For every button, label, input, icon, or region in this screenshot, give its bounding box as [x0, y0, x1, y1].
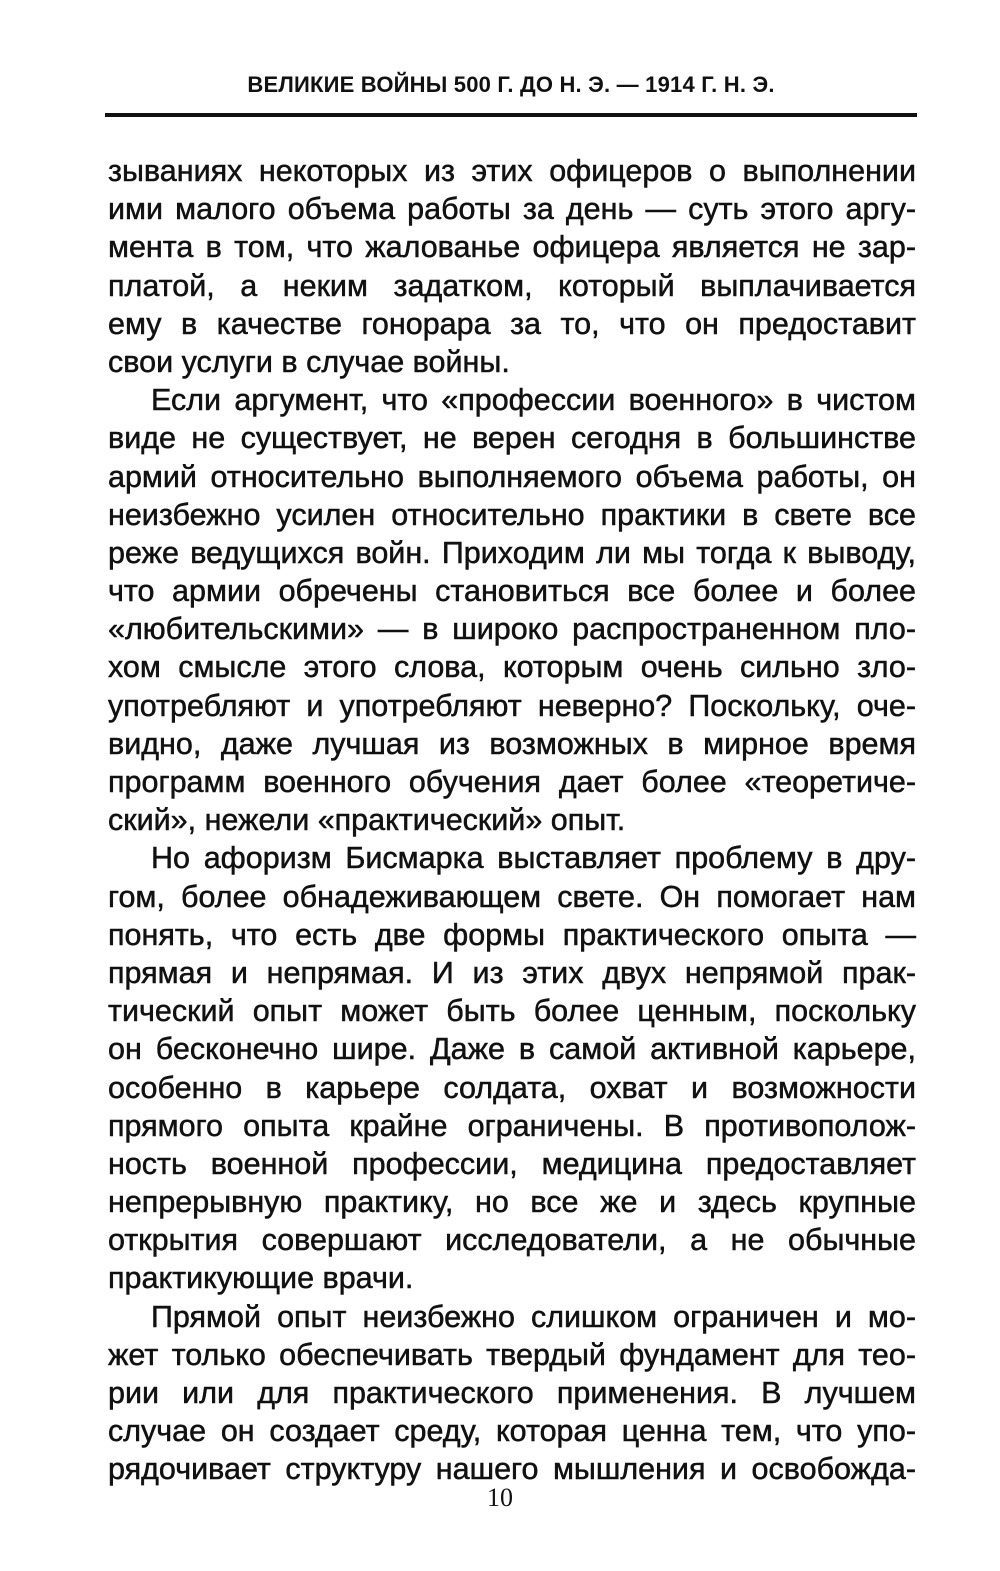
text-line: ему в качестве гонорара за то, что он предоставит [108, 306, 916, 341]
text-line: Прямой опыт неизбежно слишком ограничен и мо- [151, 1299, 916, 1334]
text-line: понять, что есть две формы практического опыта — [108, 917, 916, 952]
text-line: практикующие врачи. [108, 1261, 414, 1296]
text-line: ими малого объема работы за день — суть этого аргу- [108, 192, 916, 227]
text-line: зываниях некоторых из этих офицеров о выполнении [108, 154, 916, 188]
text-line: прямая и непрямая. И из этих двух непрямой прак- [108, 955, 916, 990]
paragraph [108, 1298, 916, 1489]
paragraph [108, 152, 916, 381]
paragraph [108, 381, 916, 839]
text-line: программ военного обучения дает более «теоретиче- [108, 765, 916, 799]
text-line: непрерывную практику, но все же и здесь крупные [108, 1185, 916, 1220]
text-line: «любительскими» — в широко распространенном пло- [108, 612, 916, 647]
paragraph [108, 839, 916, 1297]
text-line: виде не существует, не верен сегодня в большинстве [108, 421, 916, 456]
text-line: гом, более обнадеживающем свете. Он помогает нам [108, 879, 916, 914]
text-line: жет только обеспечивать твердый фундамент для тео- [108, 1337, 916, 1372]
text-line: рии или для практического применения. В лучшем [108, 1376, 916, 1410]
text-line: тический опыт может быть более ценным, поскольку [108, 994, 916, 1029]
text-line: видно, даже лучшая из возможных в мирное время [108, 726, 916, 761]
text-line: Но афоризм Бисмарка выставляет проблему в дру- [151, 841, 916, 876]
text-line: что армии обречены становиться все более и более [108, 574, 916, 609]
text-line: он бесконечно шире. Даже в самой активной карьере, [108, 1032, 916, 1067]
text-line: мента в том, что жалованье офицера является не зар- [108, 230, 916, 265]
body-text [108, 152, 916, 1489]
running-head: ВЕЛИКИЕ ВОЙНЫ 500 Г. ДО Н. Э. — 1914 Г. Н. Э. [247, 72, 775, 97]
text-line: открытия совершают исследователи, а не обычные [108, 1223, 916, 1258]
text-line: случае он создает среду, которая ценна тем, что упо- [108, 1414, 916, 1449]
text-line: употребляют и употребляют неверно? Поскольку, оче- [108, 688, 916, 723]
text-line: свои услуги в случае войны. [108, 344, 510, 379]
text-line: реже ведущихся войн. Приходим ли мы тогда к выводу, [108, 535, 916, 570]
text-line: неизбежно усилен относительно практики в свете все [108, 497, 916, 532]
text-line: особенно в карьере солдата, охват и возможности [108, 1070, 916, 1105]
text-line: платой, а неким задатком, который выплачивается [108, 268, 916, 303]
text-line: хом смысле этого слова, которым очень сильно зло- [108, 650, 916, 685]
text-line: ность военной профессии, медицина предоставляет [108, 1146, 916, 1181]
text-line: ский», нежели «практический» опыт. [108, 803, 626, 838]
text-line: прямого опыта крайне ограничены. В противополож- [108, 1108, 916, 1143]
text-line: рядочивает структуру нашего мышления и освобожда- [108, 1452, 916, 1487]
header-rule [105, 113, 917, 117]
text-line: армий относительно выполняемого объема работы, он [108, 459, 916, 494]
text-line: Если аргумент, что «профессии военного» в чистом [151, 383, 916, 418]
page-number: 10 [487, 1483, 513, 1512]
